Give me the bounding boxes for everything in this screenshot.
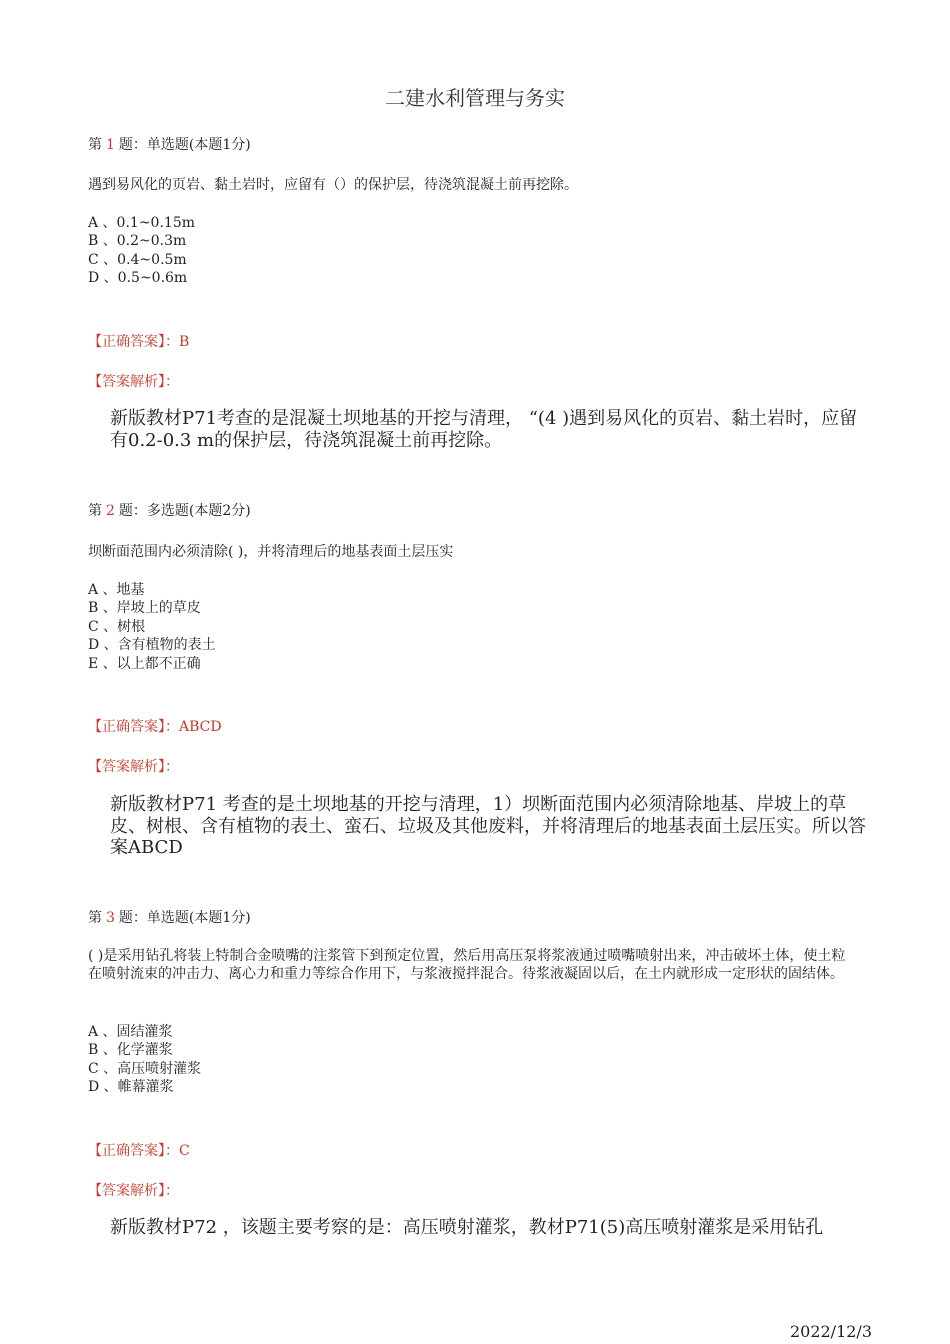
option-a: A 、地基	[88, 582, 145, 598]
question-1-correct-answer: 【正确答案】：B	[88, 334, 190, 350]
question-2-explanation: 新版教材P71 考查的是土坝地基的开挖与清理，1）坝断面范围内必须清除地基、岸坡上的草皮、树根、含有植物的表土、蛮石、垃圾及其他废料，并将清理后的地基表面土层压实。所以答案ABCD	[110, 794, 866, 858]
question-number: 3	[106, 910, 115, 926]
option-c: C 、树根	[88, 618, 146, 635]
option-b: B 、岸坡上的草皮	[88, 600, 201, 617]
question-prefix: 第	[88, 910, 102, 926]
question-1-header	[88, 134, 251, 154]
question-type: 题：多选题(本题2分)	[118, 503, 251, 519]
option-c: C 、0.4~0.5m	[88, 251, 187, 268]
question-type: 题：单选题(本题1分)	[118, 137, 251, 153]
question-2-analysis-label: 【答案解析】：	[88, 759, 179, 775]
option-a: A 、固结灌浆	[88, 1024, 173, 1040]
question-1-stem: 遇到易风化的页岩、黏土岩时，应留有（）的保护层，待浇筑混凝土前再挖除。	[88, 177, 578, 193]
question-number: 1	[106, 137, 115, 153]
question-1-explanation: 新版教材P71考查的是混凝土坝地基的开挖与清理， “(4 )遇到易风化的页岩、黏土岩时，应留有0.2-0.3 m的保护层，待浇筑混凝土前再挖除。	[110, 408, 858, 451]
question-prefix: 第	[88, 503, 102, 519]
document-title: 二建水利管理与务实	[385, 86, 565, 110]
question-2-stem: 坝断面范围内必须清除( )，并将清理后的地基表面土层压实	[88, 544, 454, 560]
question-3-header	[88, 907, 251, 927]
question-3-analysis-label: 【答案解析】：	[88, 1183, 179, 1199]
question-1-options	[88, 214, 195, 288]
option-d: D 、帷幕灌浆	[88, 1079, 174, 1096]
option-a: A 、0.1~0.15m	[88, 215, 196, 231]
question-3-options	[88, 1023, 201, 1097]
option-d: D 、含有植物的表土	[88, 637, 216, 654]
question-type: 题：单选题(本题1分)	[118, 910, 251, 926]
question-3-stem: ( )是采用钻孔将装上特制合金喷嘴的注浆管下到预定位置，然后用高压泵将浆液通过喷嘴喷射出来，冲击破坏土体，使土粒在喷射流束的冲击力、离心力和重力等综合作用下，与浆液搅拌混合。待浆液凝固以后，在土内就形成一定形状的固结体。	[88, 948, 846, 982]
question-2-header	[88, 500, 251, 520]
option-e: E 、以上都不正确	[88, 655, 201, 672]
question-number: 2	[106, 503, 115, 519]
footer-date: 2022/12/3	[789, 1322, 872, 1341]
question-3-correct-answer: 【正确答案】：C	[88, 1143, 190, 1159]
question-prefix: 第	[88, 137, 102, 153]
option-b: B 、化学灌浆	[88, 1042, 173, 1059]
option-d: D 、0.5~0.6m	[88, 270, 188, 287]
question-2-correct-answer: 【正确答案】：ABCD	[88, 719, 222, 735]
question-3-explanation: 新版教材P72 ，该题主要考察的是：高压喷射灌浆，教材P71(5)高压喷射灌浆是采用钻孔	[110, 1217, 824, 1238]
option-b: B 、0.2~0.3m	[88, 233, 187, 250]
question-1-analysis-label: 【答案解析】：	[88, 374, 179, 390]
option-c: C 、高压喷射灌浆	[88, 1060, 202, 1077]
question-2-options	[88, 581, 216, 673]
